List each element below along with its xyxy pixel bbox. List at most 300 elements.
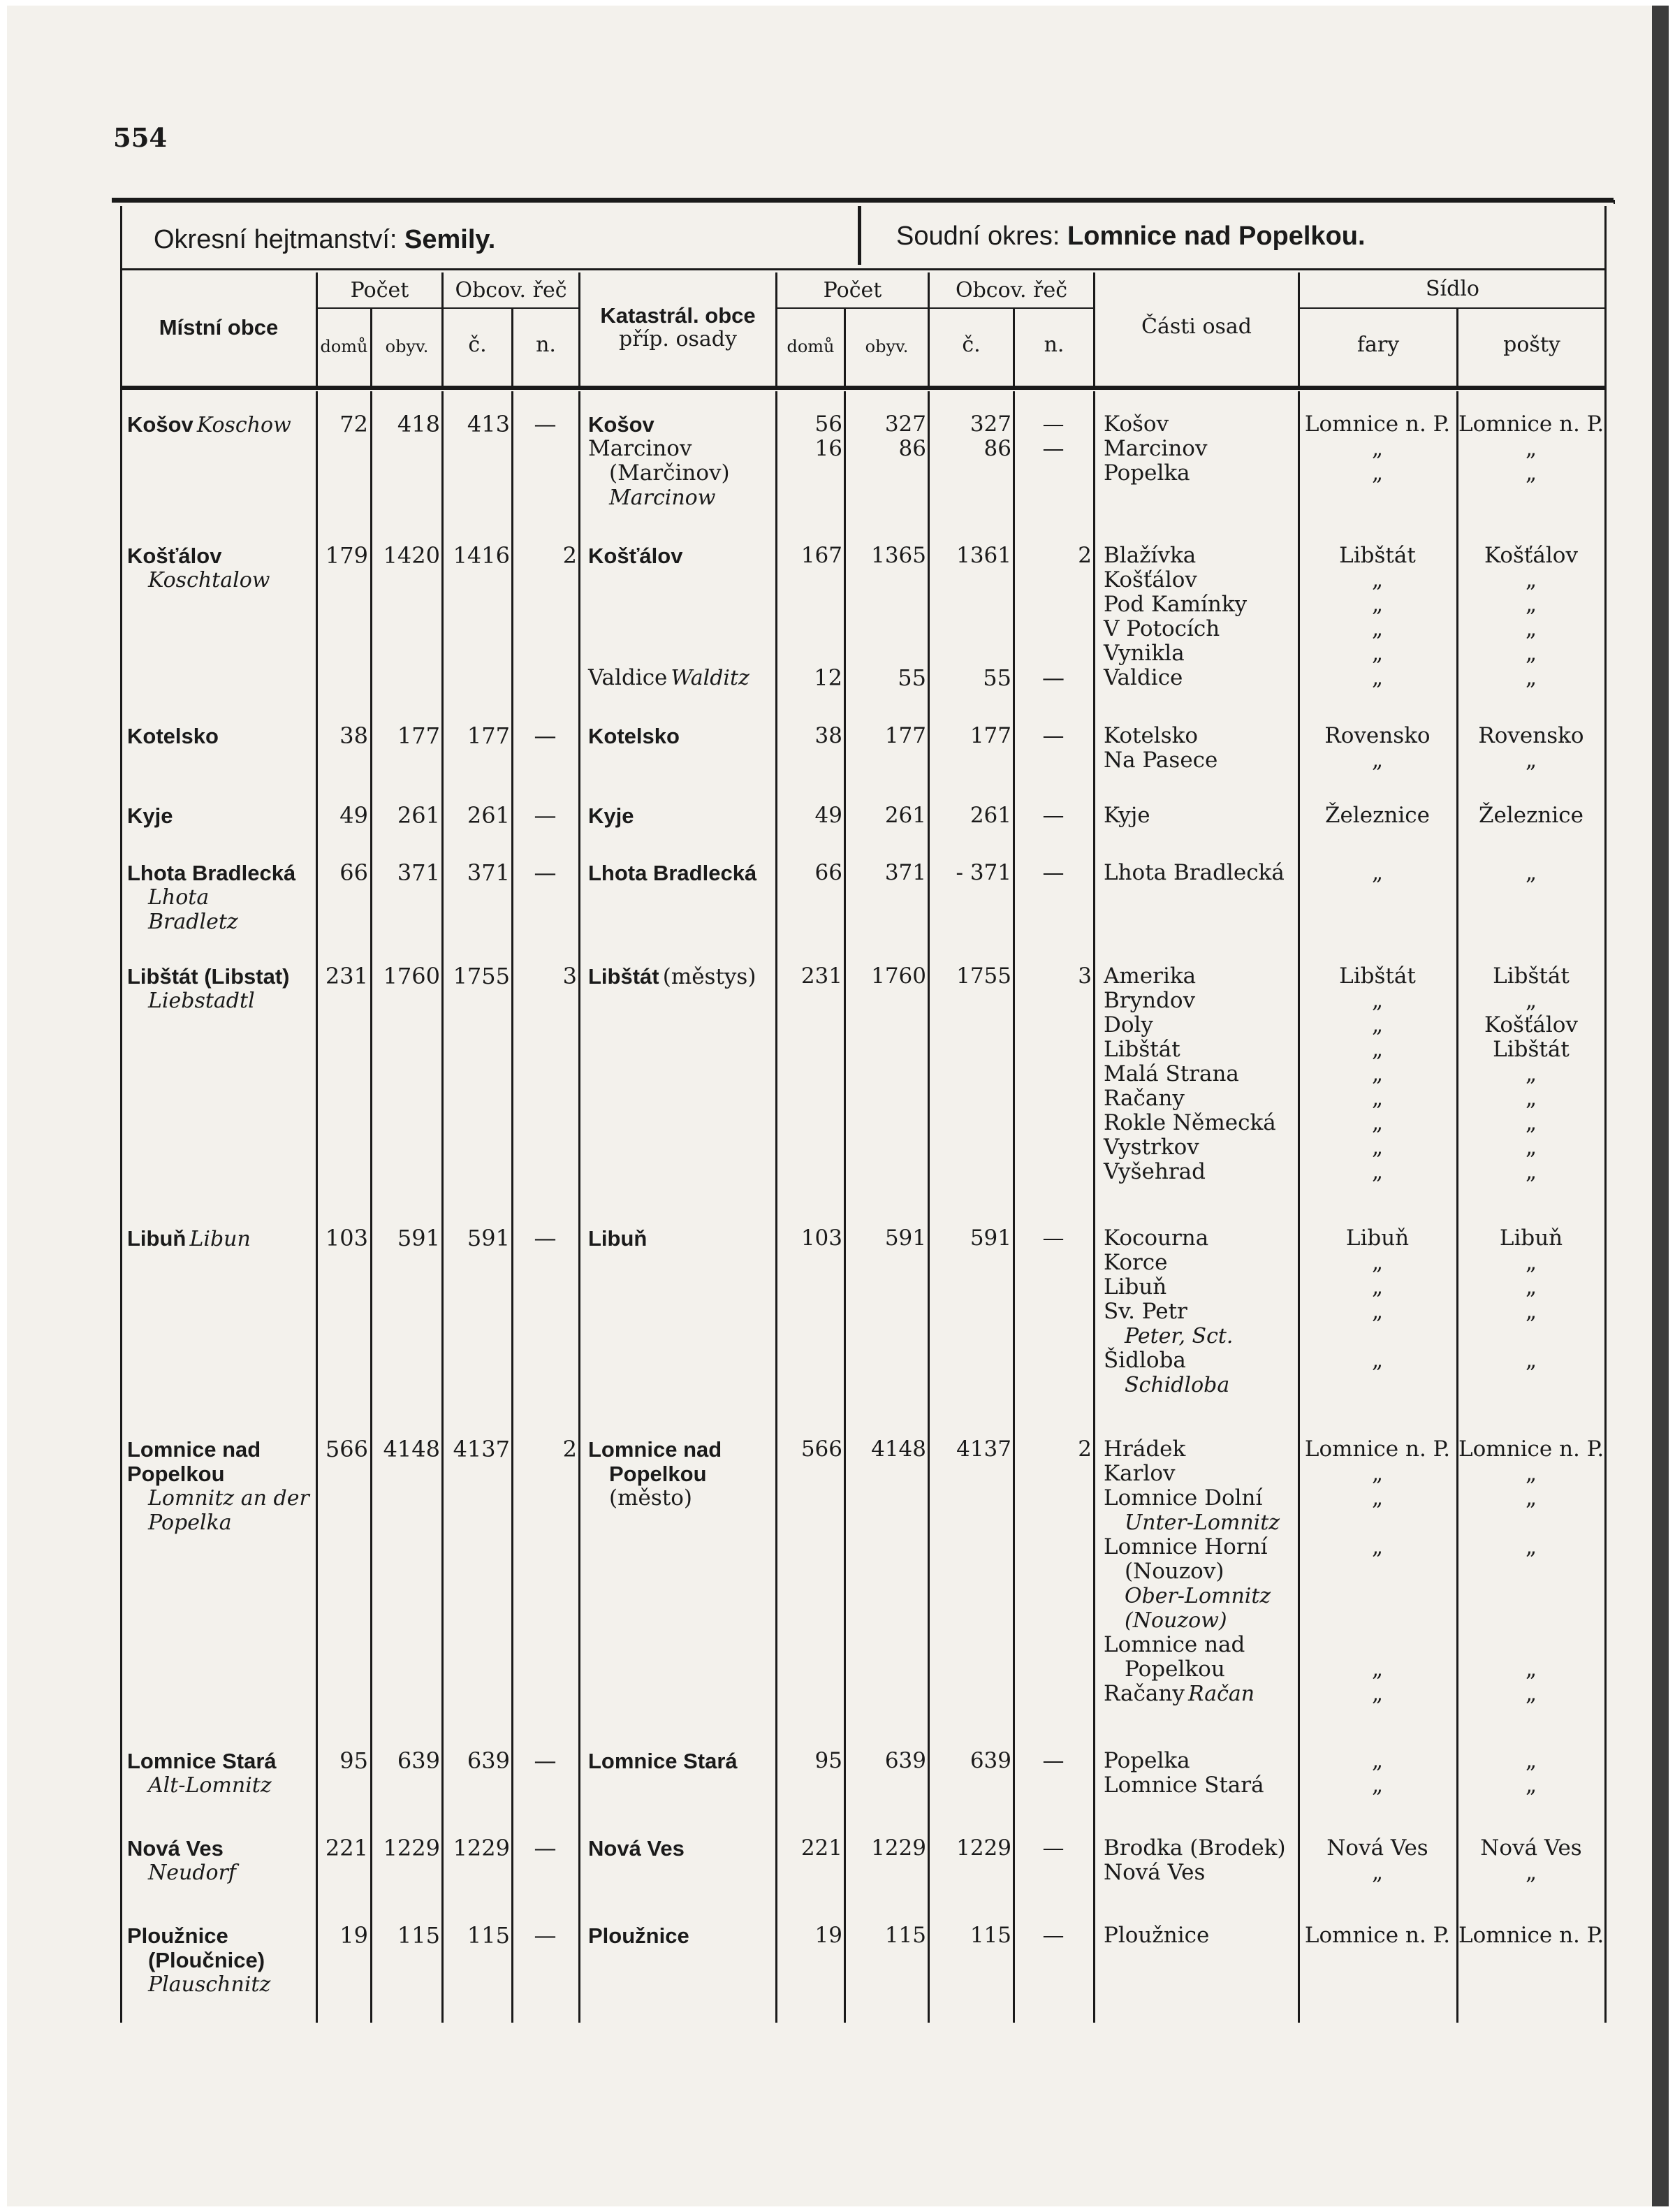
obec-line xyxy=(127,861,314,885)
fara-value: „ xyxy=(1371,1037,1384,1062)
cast-osady-text: Hrádek xyxy=(1104,1436,1186,1462)
fara-value xyxy=(1300,1633,1455,1657)
k-c-value: 639 xyxy=(970,1748,1011,1773)
obec-line xyxy=(127,964,314,989)
cast-osady-text: Račan xyxy=(1187,1682,1255,1706)
k-obyv xyxy=(846,1749,926,1773)
obec xyxy=(127,964,314,1013)
k-domu-value: 19 xyxy=(814,1923,842,1948)
k-domu-value: 95 xyxy=(814,1748,842,1773)
fara-value xyxy=(1300,1373,1455,1397)
fara xyxy=(1300,1836,1455,1885)
k-domu-value: 66 xyxy=(814,860,842,885)
fara-value: Libuň xyxy=(1345,1225,1410,1251)
katastr-text: Kyje xyxy=(588,803,634,828)
katastr xyxy=(588,544,774,568)
cast-osady-line xyxy=(1104,1300,1296,1324)
obyv: 1760 xyxy=(383,963,440,989)
obec-text: Plauschnitz xyxy=(148,1972,271,1997)
katastr xyxy=(588,861,774,885)
obyv: 177 xyxy=(397,722,440,749)
k-obyv xyxy=(846,803,926,828)
posta-value: „ xyxy=(1525,1534,1537,1559)
cast-osady-text: Blažívka xyxy=(1104,543,1197,568)
posta-value: „ xyxy=(1525,1135,1537,1160)
k-domu-value: 56 xyxy=(814,412,842,437)
domu: 221 xyxy=(325,1835,368,1861)
cast-osady-text: Račany xyxy=(1104,1681,1185,1706)
posta-value: „ xyxy=(1525,1159,1537,1184)
katastr-text: Lomnice Stará xyxy=(588,1749,738,1773)
obec-line xyxy=(127,803,314,828)
obec-line xyxy=(127,1948,314,1972)
k-domu xyxy=(777,1437,842,1462)
cast-osady-line xyxy=(1104,964,1296,989)
col-mistni-obce: Místní obce xyxy=(159,315,279,340)
obyv: 418 xyxy=(397,411,440,437)
cast-osady-text: Ploužnice xyxy=(1104,1923,1210,1948)
cast-osady-text: Doly xyxy=(1104,1012,1153,1038)
katastr-text: Lhota Bradlecká xyxy=(588,861,757,885)
cast-osady-text: Vystrkov xyxy=(1104,1135,1199,1160)
obec-line xyxy=(127,1437,314,1462)
k-c xyxy=(930,1749,1011,1773)
obyv: 1229 xyxy=(383,1835,440,1861)
k-obyv-value: 1760 xyxy=(871,963,926,989)
posta-value xyxy=(1458,1373,1604,1397)
fara-value: „ xyxy=(1371,1061,1384,1086)
cast-osady-line xyxy=(1104,1511,1296,1535)
obec xyxy=(127,412,314,437)
k-domu xyxy=(777,1836,842,1861)
posta-value: „ xyxy=(1525,1274,1537,1300)
domu: 95 xyxy=(339,1747,368,1774)
posta-value: Košťálov xyxy=(1484,543,1578,568)
col-n: n. xyxy=(536,333,556,357)
obec xyxy=(127,544,314,592)
cast-osady-line xyxy=(1104,1535,1296,1559)
fara-value: „ xyxy=(1371,1135,1384,1160)
col-line xyxy=(578,391,580,2023)
domu: 566 xyxy=(325,1436,368,1462)
obec-line xyxy=(127,910,314,934)
col-line xyxy=(775,391,777,2023)
cast-osady-line xyxy=(1104,1013,1296,1038)
cast-osady-line xyxy=(1104,412,1296,437)
obcov-c: 1416 xyxy=(453,542,510,569)
k-obyv xyxy=(846,861,926,885)
fara-value: „ xyxy=(1371,1534,1384,1559)
header-bottom-rule xyxy=(120,386,1607,390)
posta-value: „ xyxy=(1525,1086,1537,1111)
cast-osady-line xyxy=(1104,1038,1296,1062)
katastr-line xyxy=(588,1923,774,1948)
katastr-line xyxy=(588,461,774,486)
obyv: 261 xyxy=(397,802,440,829)
k-domu-value: 16 xyxy=(814,436,842,461)
posta-value: „ xyxy=(1525,460,1537,486)
obec-line xyxy=(127,1511,314,1535)
col-fary: fary xyxy=(1356,333,1400,357)
k-obyv-value: 591 xyxy=(884,1225,926,1251)
cast-osady-text: Lomnice Dolní xyxy=(1104,1485,1263,1511)
k-obyv xyxy=(846,964,926,989)
obec-line xyxy=(127,1861,314,1885)
fara-value: „ xyxy=(1371,1299,1384,1324)
obcov-n: 3 xyxy=(562,963,577,989)
obec-text: Lhota Bradlecká xyxy=(127,861,296,885)
fara-value: „ xyxy=(1371,1657,1384,1682)
cast-osady-text: Brodka (Brodek) xyxy=(1104,1835,1286,1861)
posta-value xyxy=(1458,1324,1604,1348)
k-c-value: 4137 xyxy=(956,1436,1011,1462)
cast-osady-text: Lomnice Stará xyxy=(1104,1773,1264,1798)
katastr-line xyxy=(588,861,774,885)
obec-text: Alt-Lomnitz xyxy=(148,1773,272,1798)
katastr-line xyxy=(588,724,774,748)
fara-value: „ xyxy=(1371,1012,1384,1038)
cast-osady xyxy=(1104,544,1296,690)
header-rule xyxy=(120,268,1607,270)
col-line xyxy=(1093,391,1095,2023)
cast-osady-text: Račany xyxy=(1104,1086,1185,1111)
posta-value: „ xyxy=(1525,1657,1537,1682)
katastr xyxy=(588,666,774,690)
k-n-value: 2 xyxy=(1078,1436,1092,1462)
domu: 72 xyxy=(339,411,368,437)
katastr xyxy=(588,803,774,828)
cast-osady-line xyxy=(1104,1559,1296,1584)
fara-value: „ xyxy=(1371,1159,1384,1184)
k-c xyxy=(930,544,1011,568)
k-c-value: 591 xyxy=(970,1225,1011,1251)
header-divider xyxy=(858,206,861,265)
posta-value: „ xyxy=(1525,567,1537,592)
posta-value: „ xyxy=(1525,1061,1537,1086)
cast-osady-line xyxy=(1104,803,1296,828)
k-obyv xyxy=(846,1226,926,1251)
col-casti-osad: Části osad xyxy=(1141,314,1252,339)
cast-osady-text: Marcinov xyxy=(1104,436,1208,461)
katastr-line xyxy=(588,1462,774,1486)
cast-osady-text: Lomnice Horní xyxy=(1104,1534,1268,1559)
obcov-n: — xyxy=(534,411,557,437)
k-c-value: 1361 xyxy=(956,543,1011,568)
k-obyv xyxy=(846,1836,926,1861)
k-n xyxy=(1015,803,1092,828)
k-c-value: 261 xyxy=(970,803,1011,828)
posta-value: Libštát xyxy=(1493,1037,1570,1062)
cast-osady xyxy=(1104,803,1296,828)
katastr-line xyxy=(588,964,774,989)
k-n-value: — xyxy=(1042,1835,1065,1861)
obec-line xyxy=(127,568,314,592)
fara-value: „ xyxy=(1371,860,1384,885)
k-domu xyxy=(777,544,842,568)
cast-osady-line xyxy=(1104,989,1296,1013)
katastr-text: Popelkou xyxy=(609,1462,707,1486)
obec-text: Libun xyxy=(189,1227,251,1251)
obyv: 4148 xyxy=(383,1436,440,1462)
obcov-n: — xyxy=(534,859,557,886)
obcov-c: 4137 xyxy=(453,1436,510,1462)
posta-value: „ xyxy=(1525,592,1537,617)
cast-osady-line xyxy=(1104,1160,1296,1184)
col-line xyxy=(1013,391,1015,2023)
obec-text: Košťálov xyxy=(127,544,222,568)
cast-osady-line xyxy=(1104,568,1296,592)
posta-value: „ xyxy=(1525,1860,1537,1885)
obec-line xyxy=(127,1749,314,1773)
posta-value: „ xyxy=(1525,1110,1537,1135)
fara-value: Lomnice n. P. xyxy=(1304,412,1451,437)
fara-value: „ xyxy=(1371,1773,1384,1798)
posta-value: „ xyxy=(1525,1681,1537,1706)
obec-line xyxy=(127,412,314,437)
posta-value: Košťálov xyxy=(1484,1012,1578,1038)
fara-value: Lomnice n. P. xyxy=(1304,1436,1451,1462)
fara-value: „ xyxy=(1371,665,1384,690)
domu: 179 xyxy=(325,542,368,569)
obec-line xyxy=(127,885,314,910)
fara-value: Libštát xyxy=(1339,543,1416,568)
posta xyxy=(1458,861,1604,885)
katastr xyxy=(588,1749,774,1773)
katastr xyxy=(588,1226,774,1251)
fara xyxy=(1300,861,1455,885)
cast-osady-text: (Nouzov) xyxy=(1125,1559,1224,1584)
cast-osady-line xyxy=(1104,666,1296,690)
fara xyxy=(1300,1437,1455,1706)
k-n xyxy=(1015,964,1092,989)
posta-value: Libštát xyxy=(1493,963,1570,989)
obec-line xyxy=(127,1486,314,1511)
fara-value: Nová Ves xyxy=(1326,1835,1428,1861)
posta-value: Nová Ves xyxy=(1480,1835,1582,1861)
posta xyxy=(1458,1923,1604,1948)
k-n-value: 3 xyxy=(1078,963,1092,989)
posta xyxy=(1458,803,1604,828)
cast-osady-text: Košťálov xyxy=(1104,567,1197,592)
cast-osady-line xyxy=(1104,1633,1296,1657)
obec-text: Nová Ves xyxy=(127,1836,224,1861)
obcov-c: 413 xyxy=(467,411,510,437)
cast-osady-line xyxy=(1104,1923,1296,1948)
k-obyv xyxy=(846,544,926,568)
page-right-edge xyxy=(1652,6,1669,2206)
court-title xyxy=(896,219,1366,254)
k-n-value: — xyxy=(1042,1923,1065,1948)
k-domu-value: 38 xyxy=(814,723,842,748)
k-domu-value: 49 xyxy=(814,803,842,828)
obec-text: Lomnice nad xyxy=(127,1437,261,1462)
col-domu: domů xyxy=(320,337,368,356)
posta xyxy=(1458,1749,1604,1798)
k-domu xyxy=(777,1923,842,1948)
katastr-line xyxy=(588,544,774,568)
obec xyxy=(127,724,314,748)
k-c-value: 327 xyxy=(970,412,1011,437)
obec xyxy=(127,1226,314,1251)
obec-text: Lhota xyxy=(148,885,210,910)
katastr xyxy=(588,412,774,510)
obec xyxy=(127,861,314,934)
k-obyv-value: 4148 xyxy=(871,1436,926,1462)
katastr-text: Kotelsko xyxy=(588,724,680,748)
fara-value: „ xyxy=(1371,1348,1384,1373)
cast-osady-text: Schidloba xyxy=(1125,1373,1230,1397)
fara-value: „ xyxy=(1371,1086,1384,1111)
top-rule-end xyxy=(1614,200,1615,204)
court-label: Soudní okres: xyxy=(896,221,1060,251)
fara xyxy=(1300,412,1455,486)
col-line xyxy=(316,391,318,2023)
katastr-line xyxy=(588,1836,774,1861)
k-n-value: — xyxy=(1042,803,1065,828)
cast-osady-line xyxy=(1104,861,1296,885)
katastr xyxy=(588,964,774,989)
posta-value: Lomnice n. P. xyxy=(1458,412,1604,437)
obec-line xyxy=(127,1923,314,1948)
katastr-text: Marcinow xyxy=(609,486,716,510)
k-n xyxy=(1015,861,1092,885)
k-c: 55 xyxy=(983,664,1011,691)
obcov-n: — xyxy=(534,1922,557,1949)
katastr-line xyxy=(588,666,774,690)
domu: 66 xyxy=(339,859,368,886)
fara xyxy=(1300,1749,1455,1798)
obec-text: Koschow xyxy=(196,413,291,437)
cast-osady-text: (Nouzow) xyxy=(1125,1608,1227,1633)
katastr-text: Walditz xyxy=(671,666,749,690)
cast-osady-line xyxy=(1104,641,1296,666)
katastr xyxy=(588,724,774,748)
k-obyv xyxy=(846,1437,926,1462)
obcov-c: 261 xyxy=(467,802,510,829)
obcov-c: 1229 xyxy=(453,1835,510,1861)
fara-value: „ xyxy=(1371,1485,1384,1511)
cast-osady-line xyxy=(1104,1135,1296,1160)
domu: 103 xyxy=(325,1225,368,1251)
k-obyv-value: 177 xyxy=(884,723,926,748)
obec-text: Lomnice Stará xyxy=(127,1749,277,1773)
col-line xyxy=(370,391,372,2023)
k-c xyxy=(930,1226,1011,1251)
posta-value: „ xyxy=(1525,1773,1537,1798)
cast-osady-text: Košov xyxy=(1104,412,1169,437)
obec-text: Popelkou xyxy=(127,1462,225,1486)
katastr-text: Valdice xyxy=(588,665,668,690)
cast-osady-text: Popelka xyxy=(1104,460,1190,486)
fara-value: „ xyxy=(1371,1681,1384,1706)
posta-value: „ xyxy=(1525,1485,1537,1511)
cast-osady-line xyxy=(1104,617,1296,641)
k-domu-value: 103 xyxy=(800,1225,842,1251)
obec-text: Lomnitz an der xyxy=(148,1486,309,1511)
cast-osady-line xyxy=(1104,1773,1296,1798)
cast-osady xyxy=(1104,412,1296,486)
fara-value: „ xyxy=(1371,567,1384,592)
domu: 231 xyxy=(325,963,368,989)
col-sidlo: Sídlo xyxy=(1425,277,1479,301)
k-n-value: — xyxy=(1042,1748,1065,1773)
k-n-value: — xyxy=(1042,860,1065,885)
cast-osady-text: Rokle Německá xyxy=(1104,1110,1276,1135)
fara-value: Libštát xyxy=(1339,963,1416,989)
obec xyxy=(127,1923,314,1997)
obec-text: Bradletz xyxy=(148,910,238,934)
katastr-text: Lomnice nad xyxy=(588,1437,722,1462)
col-katastr-2: příp. osady xyxy=(619,327,737,351)
posta xyxy=(1458,964,1604,1184)
katastr-text: Libštát xyxy=(588,964,659,989)
fara-value xyxy=(1300,1324,1455,1348)
col-obcov-rec-2: Obcov. řeč xyxy=(955,278,1068,303)
fara-value: Lomnice n. P. xyxy=(1304,1923,1451,1948)
cast-osady-text: Libuň xyxy=(1104,1274,1167,1300)
posta-value xyxy=(1458,1511,1604,1535)
k-c xyxy=(930,803,1011,828)
k-n xyxy=(1015,544,1092,568)
katastr-line xyxy=(588,437,774,461)
cast-osady-line xyxy=(1104,1836,1296,1861)
posta-value: „ xyxy=(1525,641,1537,666)
posta-value: „ xyxy=(1525,436,1537,461)
k-n-value: — xyxy=(1042,1225,1065,1251)
obec-text: Ploužnice xyxy=(127,1923,228,1948)
cast-osady-line xyxy=(1104,748,1296,773)
col-line xyxy=(511,391,513,2023)
fara xyxy=(1300,803,1455,828)
cast-osady-line xyxy=(1104,1486,1296,1511)
fara-value: „ xyxy=(1371,748,1384,773)
k-n xyxy=(1015,1836,1092,1861)
domu: 49 xyxy=(339,802,368,829)
k-obyv-value: 639 xyxy=(884,1748,926,1773)
posta-value: „ xyxy=(1525,665,1537,690)
katastr-line xyxy=(588,1486,774,1511)
fara xyxy=(1300,964,1455,1184)
col-pocet: Počet xyxy=(350,278,409,303)
obec-text: Neudorf xyxy=(148,1861,237,1885)
fara-value: Rovensko xyxy=(1324,723,1431,748)
posta xyxy=(1458,1437,1604,1706)
obcov-n: — xyxy=(534,1835,557,1861)
k-c xyxy=(930,412,1011,461)
col-n-2: n. xyxy=(1044,333,1065,357)
k-obyv-value: 1365 xyxy=(871,543,926,568)
posta-value: „ xyxy=(1525,1250,1537,1275)
col-line xyxy=(441,391,444,2023)
cast-osady-line xyxy=(1104,1348,1296,1373)
sub-rule xyxy=(1298,307,1605,309)
obec xyxy=(127,1437,314,1535)
cast-osady-text: Vyšehrad xyxy=(1104,1159,1206,1184)
cast-osady-line xyxy=(1104,1584,1296,1608)
obec-text: Kyje xyxy=(127,803,173,828)
k-c xyxy=(930,964,1011,989)
district-label: Okresní hejtmanství: xyxy=(154,225,397,254)
k-n-value: — xyxy=(1042,723,1065,748)
cast-osady-line xyxy=(1104,1062,1296,1086)
obec-text: Liebstadtl xyxy=(148,989,255,1013)
obec-line xyxy=(127,1462,314,1486)
obcov-n: — xyxy=(534,722,557,749)
cast-osady-text: Popelka xyxy=(1104,1748,1190,1773)
cast-osady-text: Kyje xyxy=(1104,803,1150,828)
posta-value: „ xyxy=(1525,748,1537,773)
k-n xyxy=(1015,1226,1092,1251)
